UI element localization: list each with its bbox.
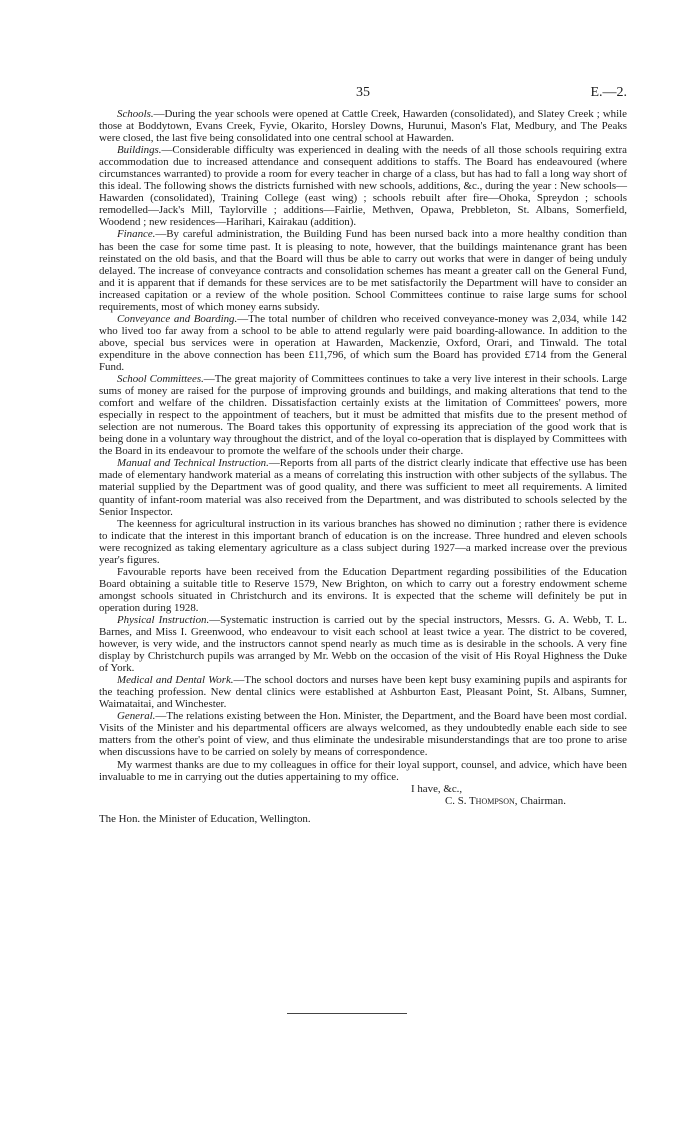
footer-rule bbox=[287, 1013, 407, 1014]
paragraph-text: —Systematic instruction is carried out by the special instructors, Messrs. G. A. Webb, T. L. Barnes, and Miss I. Greenwood, who endeavour to visit each school at least twice a year. The district to be covered, however, is very wide, and the instructors cannot spend nearly as much time as is desirable in the schools. A very fine display by Christchurch pupils was arranged by Mr. Webb on the occasion of the visit of His Royal Highness the Duke of York. bbox=[99, 613, 627, 675]
paragraph-manual-instruction bbox=[99, 457, 627, 517]
paragraph-text: —The total number of children who received conveyance-money was 2,034, while 142 who lived too far away from a school to be able to attend regularly were paid boarding-allowance. In addition to the above, special bus services were in operation at Hawarden, Mackenzie, Oxford, Orari, and Tinwald. The total expenditure in the above connection has been £11,796, of which sum the Board has provided £714 from the General Fund. bbox=[99, 312, 627, 373]
paragraph-heading: Physical Instruction. bbox=[117, 613, 210, 626]
paragraph-forestry bbox=[99, 566, 627, 614]
paragraph-medical-dental bbox=[99, 674, 627, 710]
paragraph-conveyance bbox=[99, 313, 627, 373]
page-number: 35 bbox=[356, 85, 370, 100]
closing-salutation: I have, &c., bbox=[411, 782, 463, 795]
paragraph-heading: Manual and Technical Instruction. bbox=[117, 457, 269, 470]
paragraph-committees bbox=[99, 373, 627, 457]
signature bbox=[99, 795, 627, 807]
signatory-name: C. S. Thompson bbox=[445, 794, 515, 807]
paragraph-heading: Schools. bbox=[117, 108, 154, 120]
paragraph-text: —The relations existing between the Hon. Minister, the Department, and the Board have been most cordial. Visits of the Minister and his departmental officers are always welcomed, as they undoubtedly enable each side to see matters from the other's point of view, and thus eliminate the undesirable misunderstandings that are too prone to arise when discussions have to be carried on solely by means of correspondence. bbox=[99, 710, 627, 759]
paragraph-heading: General. bbox=[117, 710, 156, 723]
paragraph-text: Favourable reports have been received from the Education Department regarding possibilities of the Education Board obtaining a suitable title to Reserve 1579, New Brighton, on which to carry out a forestry endowment scheme amongst schools situated in Christchurch and its environs. It is expected that the scheme will definitely be put in operation during 1928. bbox=[99, 565, 627, 614]
paragraph-schools bbox=[99, 108, 627, 144]
paragraph-text: —Reports from all parts of the district clearly indicate that effective use has been made of elementary handwork material as a means of correlating this instruction with other subjects of the syllabus. The material supplied by the Department was of good quality, and there was sufficient to meet all requirements. A limited quantity of infant-room material was also received from the Department, and was distributed to schools selected by the Senior Inspector. bbox=[99, 457, 627, 518]
paragraph-heading: Finance. bbox=[117, 228, 156, 241]
paragraph-text: —The school doctors and nurses have been kept busy examining pupils and aspirants for the teaching profession. New dental clinics were established at Ashburton East, Pleasant Point, St. Albans, Sumner, Waimataitai, and Winchester. bbox=[99, 674, 627, 711]
paragraph-heading: School Committees. bbox=[117, 373, 204, 386]
paragraph-text: —By careful administration, the Building Fund has been nursed back into a more healthy condition than has been the case for some time past. It is pleasing to note, however, that the buildings maintenance grant has been reinstated on the old basis, and that the Board will thus be able to carry out works that were in danger of being unduly delayed. The increase of conveyance contracts and consolidation schemes has meant a greater call on the General Fund, and it is apparent that if demands for these services are to be met satisfactorily the Department will have to consider an increased capitation or a review of the whole position. School Committees continue to raise large sums for school requirements, most of which money earns subsidy. bbox=[99, 228, 627, 313]
paragraph-buildings bbox=[99, 144, 627, 228]
paragraph-heading: Conveyance and Boarding. bbox=[117, 312, 238, 325]
paragraph-text: —During the year schools were opened at Cattle Creek, Hawarden (consolidated), and Slatey Creek ; while those at Boddytown, Evans Creek, Fyvie, Okarito, Horsley Downs, Hurunui, Mason's Flat, Medbury, and The Peaks were closed, the last five being consolidated into one central school at Hawarden. bbox=[99, 108, 627, 145]
report-reference: E.—2. bbox=[590, 85, 627, 100]
report-body bbox=[99, 108, 627, 825]
paragraph-general bbox=[99, 710, 627, 758]
paragraph-finance bbox=[99, 228, 627, 312]
paragraph-text: My warmest thanks are due to my colleagues in office for their loyal support, counsel, and advice, which have been invaluable to me in carrying out the duties appertaining to my office. bbox=[99, 758, 627, 783]
paragraph-text: The keenness for agricultural instruction in its various branches has showed no diminution ; rather there is evidence to indicate that the interest in this important branch of education is on the increase. Three hundred and eleven schools were recognized as taking elementary agriculture as a class subject during 1927—a marked increase over the previous year's figures. bbox=[99, 517, 627, 566]
paragraph-physical-instruction bbox=[99, 614, 627, 674]
paragraph-text: —Considerable difficulty was experienced in dealing with the needs of all those schools requiring extra accommodation due to increased attendance and consequent additions to staffs. The Board has endeavoured (where circumstances warranted) to provide a room for every teacher in charge of a class, but has had to fall a long way short of this ideal. The following shows the districts furnished with new schools, additions, &c., during the year : New schools—Hawarden (consolidated), Training College (east wing) ; schools rebuilt after fire—Ohoka, Spreydon ; schools remodelled—Jack's Mill, Taylorville ; additions—Fairlie, Methven, Opawa, Prebbleton, St. Albans, Somerfield, Woodend ; new residences—Harihari, Kairakau (addition). bbox=[99, 144, 627, 229]
paragraph-thanks bbox=[99, 759, 627, 783]
addressee: The Hon. the Minister of Education, Wellington. bbox=[99, 812, 311, 825]
paragraph-text: —The great majority of Committees continues to take a very live interest in their schools. Large sums of money are raised for the purpose of improving grounds and buildings, and making alterations that tend to the comfort and welfare of the children. Dissatisfaction certainly exists at the limitation of Committees' powers, more especially in respect to the appointment of teachers, but it must be admitted that misfits due to the present method of selection are not numerous. The Board takes this opportunity of expressing its appreciation of the good work that is being done in a voluntary way throughout the district, and of the loyal co-operation that is displayed by Committees with the Board in its endeavour to promote the welfare of the schools under their charge. bbox=[99, 373, 627, 458]
signatory-title: , Chairman. bbox=[514, 794, 566, 807]
paragraph-agriculture bbox=[99, 518, 627, 566]
page-header bbox=[99, 85, 627, 105]
paragraph-heading: Medical and Dental Work. bbox=[117, 674, 234, 687]
paragraph-heading: Buildings. bbox=[117, 144, 162, 157]
